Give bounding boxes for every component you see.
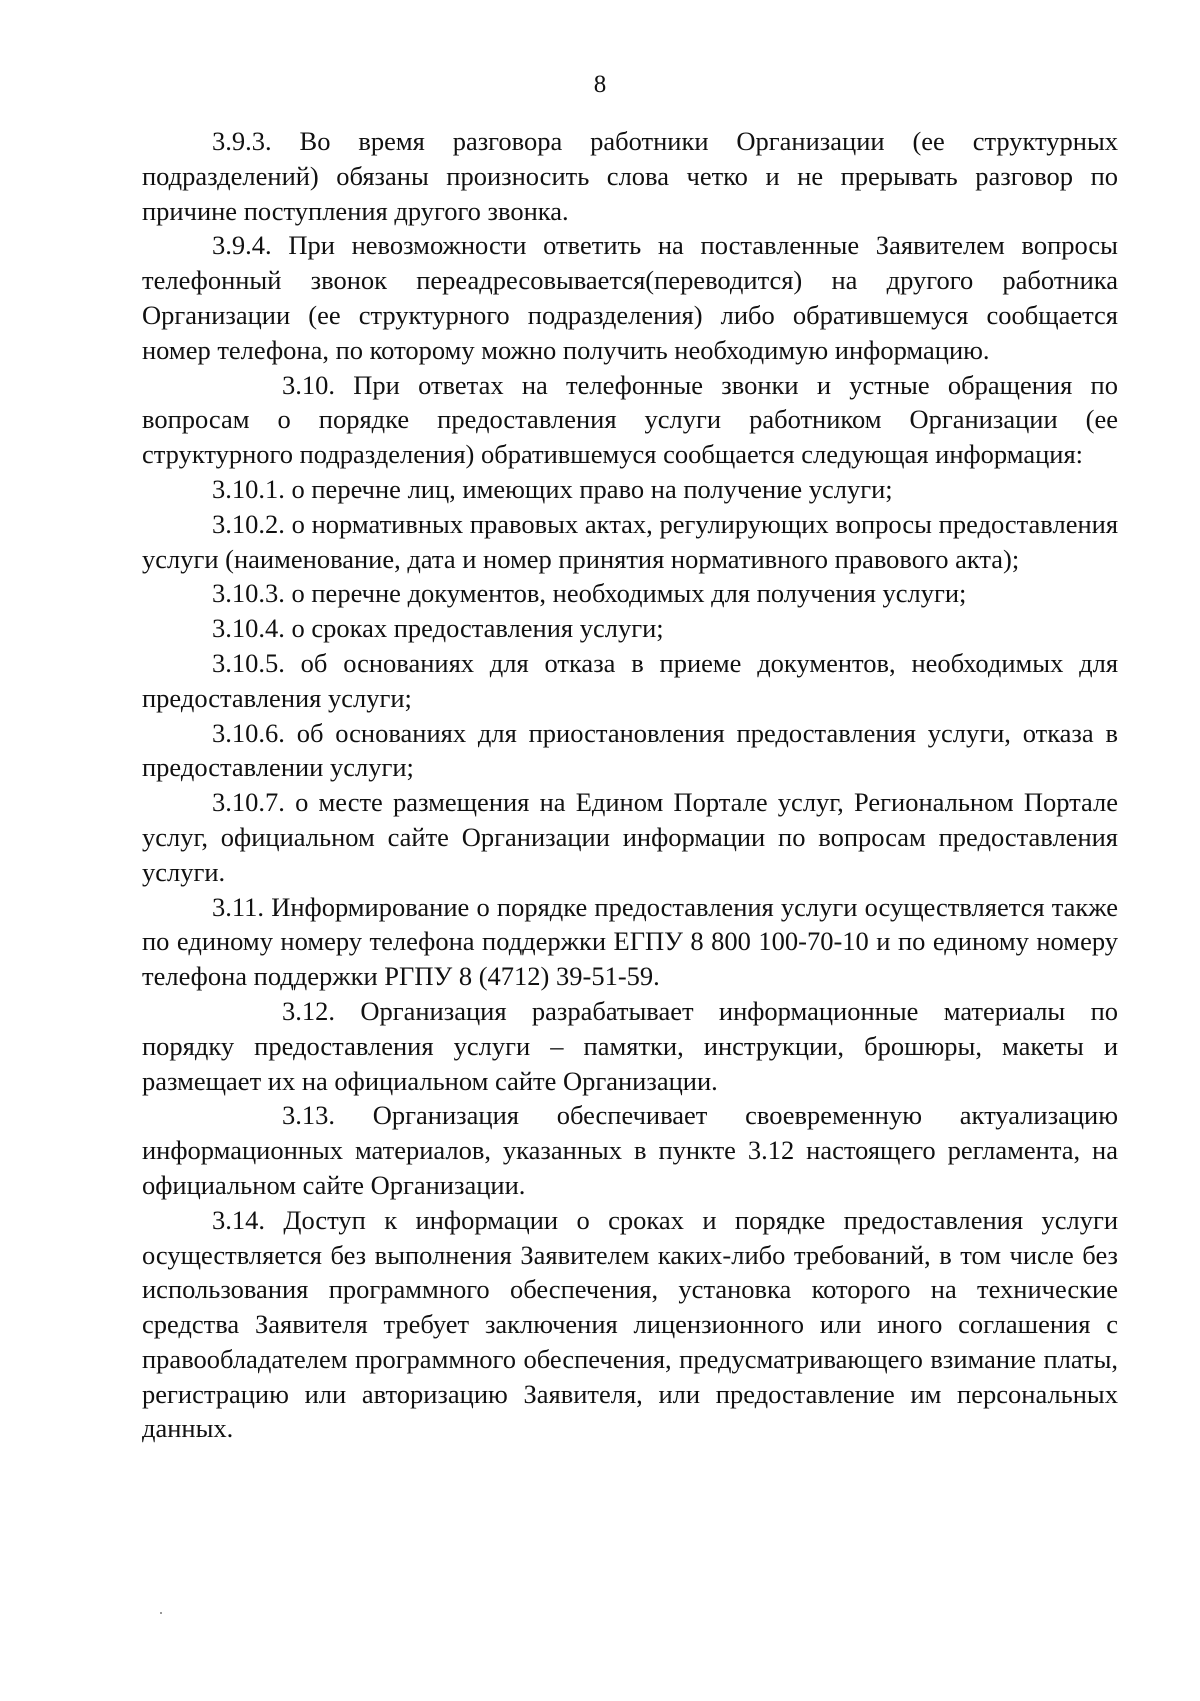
paragraph-3-11	[142, 890, 1118, 994]
paragraph-text: Во время разговора работники Организации (ее структурных подразделений) обязаны произносить слова четко и не прерывать разговор по причине поступления другого звонка.	[142, 126, 1118, 226]
paragraph-text: о сроках предоставления услуги;	[291, 613, 664, 644]
paragraph-number: 3.10.7.	[212, 787, 285, 818]
paragraph-number: 3.14.	[212, 1204, 265, 1235]
paragraph-number: 3.10.1.	[212, 473, 285, 504]
paragraph-3-10-3	[142, 576, 1118, 611]
paragraph-number: 3.10.	[282, 369, 335, 400]
paragraph-number: 3.10.3.	[212, 578, 285, 609]
paragraph-text: о перечне документов, необходимых для получения услуги;	[291, 578, 967, 609]
paragraph-number: 3.11.	[212, 891, 265, 922]
paragraph-text: Доступ к информации о сроках и порядке предоставления услуги осуществляется без выполнения Заявителем каких-либо требований, в том числе без использования программного обеспечения, установка которого на технические средства Заявителя требует заключения лицензионного или иного соглашения с правообладателем программного обеспечения, предусматривающего взимание платы, регистрацию или авторизацию Заявителя, или предоставление им персональных данных.	[142, 1204, 1118, 1444]
paragraph-3-10	[142, 368, 1118, 472]
document-body	[142, 124, 1118, 1446]
paragraph-number: 3.10.5.	[212, 647, 285, 678]
paragraph-text: об основаниях для отказа в приеме документов, необходимых для предоставления услуги;	[142, 647, 1119, 713]
paragraph-3-10-4	[142, 611, 1118, 646]
paragraph-number: 3.10.4.	[212, 613, 285, 644]
paragraph-text: Организация разрабатывает информационные материалы по порядку предоставления услуги – памятки, инструкции, брошюры, макеты и размещает их на официальном сайте Организации.	[142, 995, 1118, 1096]
paragraph-text: При ответах на телефонные звонки и устные обращения по вопросам о порядке предоставления услуги работником Организации (ее структурного подразделения) обратившемуся сообщается следующая информация:	[142, 369, 1118, 470]
paragraph-text: о перечне лиц, имеющих право на получение услуги;	[291, 473, 893, 504]
paragraph-3-14	[142, 1203, 1118, 1447]
paragraph-3-10-5	[142, 646, 1118, 716]
paragraph-number: 3.13.	[282, 1100, 335, 1131]
paragraph-text: При невозможности ответить на поставленные Заявителем вопросы телефонный звонок переадресовывается(переводится) на другого работника Организации (ее структурного подразделения) либо обратившемуся сообщается номер телефона, по которому можно получить необходимую информацию.	[142, 230, 1118, 365]
paragraph-3-10-1	[142, 472, 1118, 507]
scan-speck	[160, 1612, 162, 1614]
paragraph-3-9-3	[142, 124, 1118, 228]
paragraph-text: о месте размещения на Едином Портале услуг, Региональном Портале услуг, официальном сайте Организации информации по вопросам предоставления услуги.	[142, 787, 1118, 887]
paragraph-3-10-2	[142, 507, 1118, 577]
paragraph-3-10-7	[142, 785, 1118, 889]
paragraph-number: 3.10.6.	[212, 717, 285, 748]
paragraph-text: об основаниях для приостановления предоставления услуги, отказа в предоставлении услуги;	[142, 717, 1118, 783]
paragraph-number: 3.9.4.	[212, 230, 272, 261]
paragraph-3-10-6	[142, 716, 1118, 786]
paragraph-text: Организация обеспечивает своевременную актуализацию информационных материалов, указанных в пункте 3.12 настоящего регламента, на официальном сайте Организации.	[142, 1100, 1118, 1200]
paragraph-text: Информирование о порядке предоставления услуги осуществляется также по единому номеру телефона поддержки ЕГПУ 8 800 100-70-10 и по единому номеру телефона поддержки РГПУ 8 (4712) 39-51-59.	[142, 891, 1118, 992]
page-number: 8	[593, 71, 607, 98]
paragraph-3-9-4	[142, 228, 1118, 367]
paragraph-3-12	[142, 994, 1118, 1098]
paragraph-number: 3.9.3.	[212, 126, 272, 156]
paragraph-text: о нормативных правовых актах, регулирующих вопросы предоставления услуги (наименование, дата и номер принятия нормативного правового акта);	[142, 508, 1119, 574]
paragraph-number: 3.12.	[282, 995, 335, 1026]
paragraph-3-13	[142, 1098, 1118, 1202]
paragraph-number: 3.10.2.	[212, 508, 285, 539]
